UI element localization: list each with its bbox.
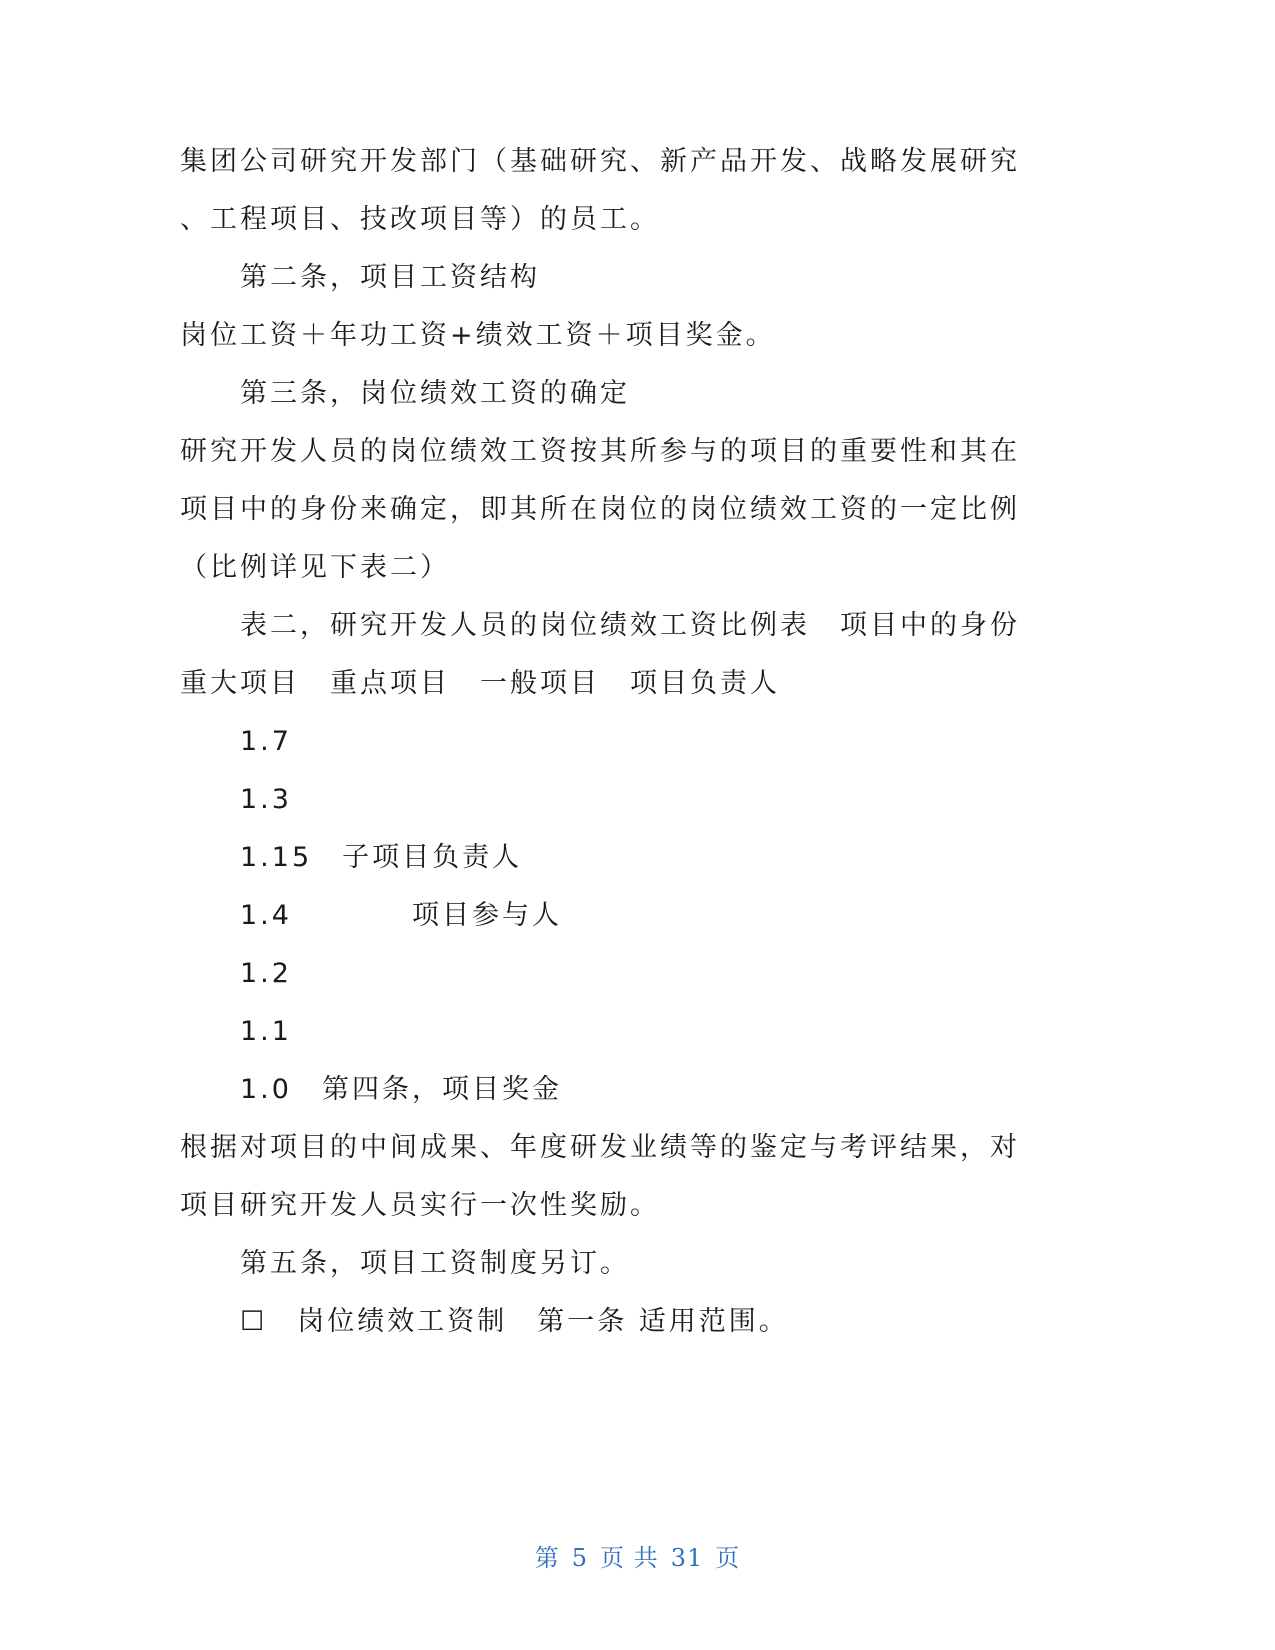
body-line: 项目研究开发人员实行一次性奖励。 [180,1190,660,1221]
article-heading: 第三条，岗位绩效工资的确定 [240,378,630,409]
body-line: 项目中的身份来确定，即其所在岗位的岗位绩效工资的一定比例 [180,494,1020,525]
section-heading: ☐ 岗位绩效工资制 第一条 适用范围。 [240,1306,789,1337]
footer-prefix: 第 [534,1544,560,1572]
table-value: 1.2 [240,958,292,989]
table-value: 1.4 项目参与人 [240,900,562,931]
article-heading: 第五条，项目工资制度另订。 [240,1248,630,1279]
body-line: 根据对项目的中间成果、年度研发业绩等的鉴定与考评结果，对 [180,1132,1020,1163]
article-heading: 第二条，项目工资结构 [240,262,540,293]
table-value: 1.0 第四条，项目奖金 [240,1074,562,1105]
table-value: 1.3 [240,784,292,815]
body-line: 岗位工资＋年功工资+绩效工资＋项目奖金。 [180,320,776,351]
body-line: （比例详见下表二） [180,552,450,583]
table-caption: 表二，研究开发人员的岗位绩效工资比例表 项目中的身份 [240,610,1020,641]
footer-suffix: 页 [715,1544,741,1572]
page-footer [0,1538,1275,1573]
table-value: 1.15 子项目负责人 [240,842,523,873]
body-line: 、工程项目、技改项目等）的员工。 [180,204,660,235]
body-line: 研究开发人员的岗位绩效工资按其所参与的项目的重要性和其在 [180,436,1020,467]
table-value: 1.1 [240,1016,292,1047]
body-line: 集团公司研究开发部门（基础研究、新产品开发、战略发展研究 [180,146,1020,177]
footer-middle: 页 共 [600,1544,659,1572]
table-header-row: 重大项目 重点项目 一般项目 项目负责人 [180,668,780,699]
footer-total-pages: 31 [670,1544,704,1572]
footer-page-number: 5 [571,1544,589,1572]
table-value: 1.7 [240,726,292,757]
